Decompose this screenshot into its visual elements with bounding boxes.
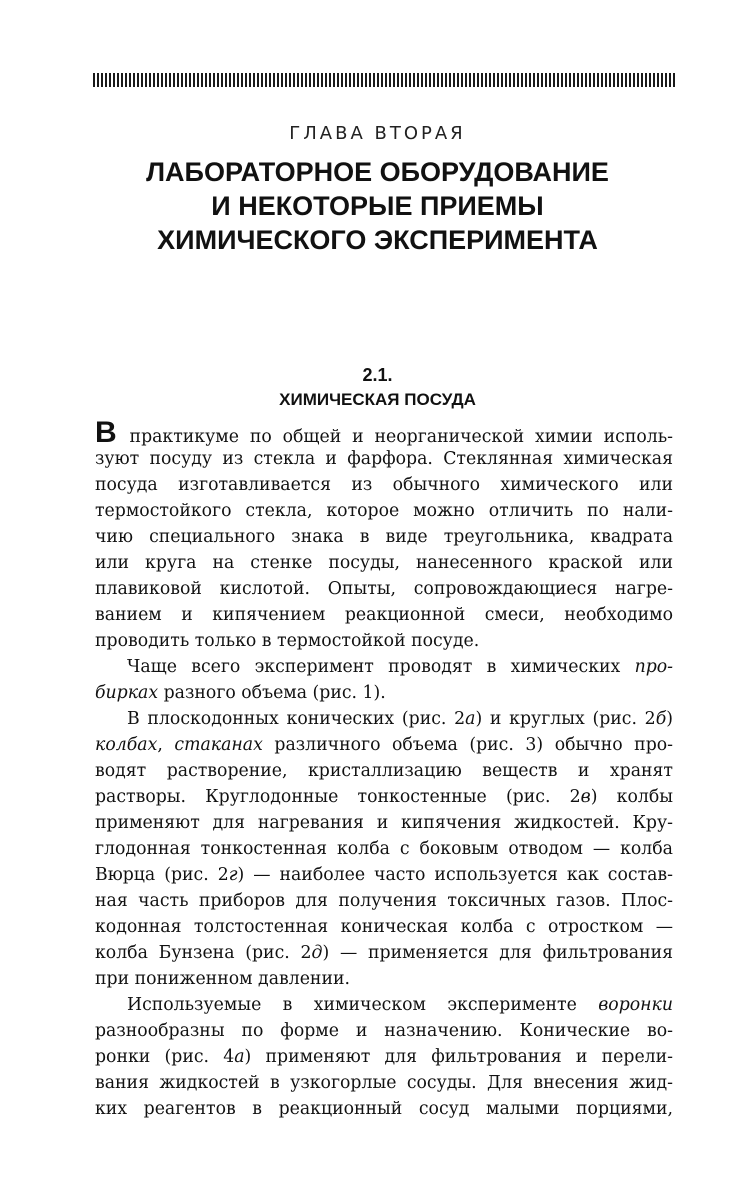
text-segment: колба Бунзена (рис. 2 — [95, 943, 312, 963]
decorative-rule — [93, 73, 676, 87]
chapter-label: ГЛАВА ВТОРАЯ — [289, 123, 466, 144]
text-line — [95, 836, 673, 862]
text-line — [95, 706, 673, 732]
italic-term: а — [465, 709, 476, 729]
text-line — [95, 446, 673, 472]
text-line — [95, 498, 673, 524]
italic-term: г — [228, 865, 238, 885]
text-segment: при пониженном давлении. — [95, 969, 350, 989]
text-line — [95, 628, 673, 654]
text-line — [95, 524, 673, 550]
text-segment: посуда изготавливается из обычного химического или — [95, 475, 673, 495]
section-number: 2.1. — [362, 365, 393, 385]
text-segment: растворы. Круглодонные тонкостенные (рис. 2 — [95, 787, 581, 807]
body-text — [95, 420, 673, 1122]
text-segment: ) — [666, 709, 673, 729]
text-segment: ванием и кипячением реакционной смеси, необходимо — [95, 605, 673, 625]
text-segment: зуют посуду из стекла и фарфора. Стеклянная химическая — [95, 449, 673, 469]
text-segment: чию специального знака в виде треугольника, квадрата — [95, 527, 673, 547]
text-segment: различного объема (рис. 3) обычно про- — [262, 735, 673, 755]
text-segment: разнообразны по форме и назначению. Конические во- — [95, 1021, 673, 1041]
chapter-title-line: И НЕКОТОРЫЕ ПРИЕМЫ — [211, 191, 544, 221]
text-line — [95, 1096, 673, 1122]
text-line — [95, 862, 673, 888]
text-line — [95, 940, 673, 966]
text-segment: Чаще всего эксперимент проводят в химических — [127, 657, 635, 677]
chapter-title-line: ЛАБОРАТОРНОЕ ОБОРУДОВАНИЕ — [146, 157, 609, 187]
text-line — [95, 914, 673, 940]
text-segment: применяют для нагревания и кипячения жидкостей. Кру- — [95, 813, 673, 833]
italic-term: стаканах — [174, 735, 263, 755]
text-segment: термостойкого стекла, которое можно отличить по нали- — [95, 501, 673, 521]
text-line — [95, 576, 673, 602]
text-segment: глодонная тонкостенная колба с боковым отводом — колба — [95, 839, 673, 859]
text-segment: ) применяют для фильтрования и перели- — [244, 1047, 673, 1067]
text-line — [95, 810, 673, 836]
text-line — [95, 654, 673, 680]
text-segment: водят растворение, кристаллизацию веществ и хранят — [95, 761, 673, 781]
text-line — [95, 758, 673, 784]
text-segment: ронки (рис. 4 — [95, 1047, 235, 1067]
text-segment: кодонная толстостенная коническая колба с отростком — — [95, 917, 673, 937]
text-segment: ) колбы — [590, 787, 673, 807]
italic-term: д — [311, 943, 323, 963]
italic-term: в — [580, 787, 591, 807]
chapter-title-line: ХИМИЧЕСКОГО ЭКСПЕРИМЕНТА — [157, 225, 598, 255]
text-line — [95, 472, 673, 498]
text-segment: ная часть приборов для получения токсичных газов. Плос- — [95, 891, 673, 911]
text-line — [95, 680, 673, 706]
text-segment: ких реагентов в реакционный сосуд малыми порциями, — [95, 1099, 673, 1119]
text-line — [95, 1070, 673, 1096]
text-line — [95, 888, 673, 914]
italic-term: а — [234, 1047, 245, 1067]
text-segment: ) и круглых (рис. 2 — [475, 709, 656, 729]
text-line — [95, 732, 673, 758]
text-segment: вания жидкостей в узкогорлые сосуды. Для внесения жид- — [95, 1073, 673, 1093]
text-segment: практикуме по общей и неорганической химии исполь- — [118, 427, 673, 446]
text-segment: ) — наиболее часто используется как состав- — [237, 865, 673, 885]
italic-term: воронки — [598, 995, 673, 1015]
text-segment: разного объема (рис. 1). — [158, 683, 386, 703]
text-line — [95, 420, 673, 446]
text-segment: проводить только в термостойкой посуде. — [95, 631, 480, 651]
chapter-title — [0, 155, 755, 257]
text-segment: , — [157, 735, 175, 755]
text-line — [95, 550, 673, 576]
text-segment: или круга на стенке посуды, нанесенного краской или — [95, 553, 673, 573]
text-line — [95, 992, 673, 1018]
text-line — [95, 966, 673, 992]
text-segment: плавиковой кислотой. Опыты, сопровождающиеся нагре- — [95, 579, 673, 599]
text-line — [95, 602, 673, 628]
italic-term: про- — [634, 657, 673, 677]
drop-cap: В — [95, 420, 117, 446]
text-line — [95, 1044, 673, 1070]
text-segment: Используемые в химическом эксперименте — [127, 995, 599, 1015]
italic-term: бирках — [95, 683, 159, 703]
text-line — [95, 784, 673, 810]
text-segment: В плоскодонных конических (рис. 2 — [127, 709, 466, 729]
text-segment: Вюрца (рис. 2 — [95, 865, 229, 885]
section-title: ХИМИЧЕСКАЯ ПОСУДА — [279, 390, 476, 409]
italic-term: б — [655, 709, 667, 729]
text-line — [95, 1018, 673, 1044]
italic-term: колбах — [95, 735, 158, 755]
text-segment: ) — применяется для фильтрования — [322, 943, 673, 963]
